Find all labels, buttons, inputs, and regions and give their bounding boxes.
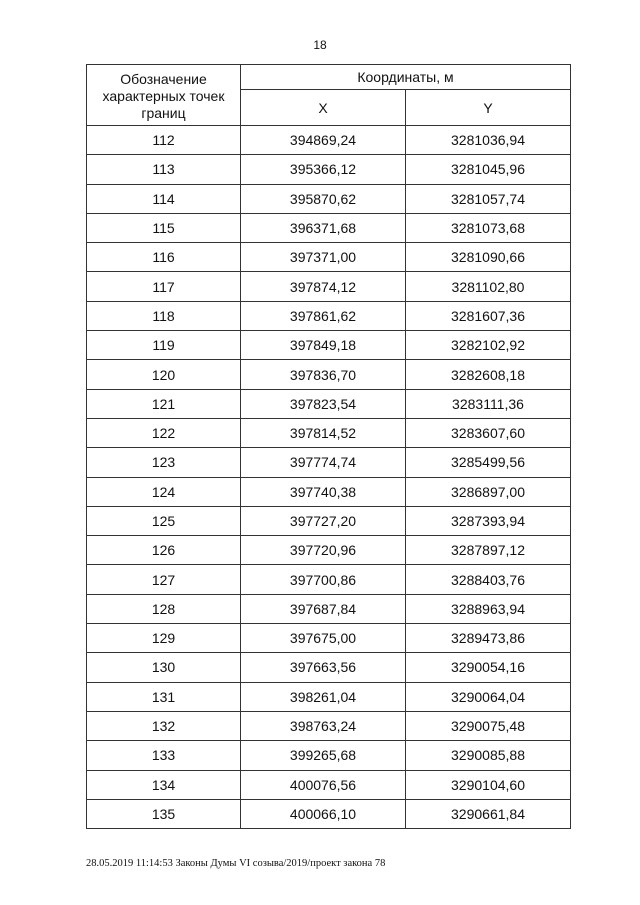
y-coordinate-cell: 3282102,92	[406, 331, 571, 360]
y-coordinate-cell: 3288963,94	[406, 594, 571, 623]
table-row	[87, 360, 571, 389]
x-coordinate-cell: 397861,62	[241, 301, 406, 330]
point-id-cell: 117	[87, 272, 241, 301]
point-id-cell: 119	[87, 331, 241, 360]
y-coordinate-cell: 3282608,18	[406, 360, 571, 389]
x-coordinate-cell: 397814,52	[241, 418, 406, 447]
x-coordinate-cell: 395870,62	[241, 184, 406, 213]
point-id-cell: 112	[87, 126, 241, 155]
point-id-cell: 127	[87, 565, 241, 594]
table-row	[87, 448, 571, 477]
y-coordinate-cell: 3281036,94	[406, 126, 571, 155]
x-coordinate-cell: 397740,38	[241, 477, 406, 506]
x-coordinate-cell: 397687,84	[241, 594, 406, 623]
table-row	[87, 653, 571, 682]
point-id-cell: 120	[87, 360, 241, 389]
x-coordinate-cell: 397774,74	[241, 448, 406, 477]
table-row	[87, 184, 571, 213]
y-coordinate-cell: 3290075,48	[406, 711, 571, 740]
table-row	[87, 565, 571, 594]
table-row	[87, 418, 571, 447]
y-coordinate-cell: 3290064,04	[406, 682, 571, 711]
table-row	[87, 682, 571, 711]
table-row	[87, 594, 571, 623]
y-coordinate-cell: 3281607,36	[406, 301, 571, 330]
table-row	[87, 799, 571, 828]
point-id-cell: 124	[87, 477, 241, 506]
x-coordinate-cell: 399265,68	[241, 741, 406, 770]
table-row	[87, 213, 571, 242]
table-row	[87, 301, 571, 330]
x-coordinate-cell: 400066,10	[241, 799, 406, 828]
table-row	[87, 741, 571, 770]
table-row	[87, 331, 571, 360]
x-coordinate-cell: 397849,18	[241, 331, 406, 360]
point-id-cell: 131	[87, 682, 241, 711]
x-coordinate-cell: 397727,20	[241, 506, 406, 535]
table-body	[87, 126, 571, 829]
y-coordinate-cell: 3281102,80	[406, 272, 571, 301]
x-coordinate-cell: 398261,04	[241, 682, 406, 711]
y-coordinate-cell: 3289473,86	[406, 624, 571, 653]
point-id-cell: 126	[87, 536, 241, 565]
y-coordinate-cell: 3281057,74	[406, 184, 571, 213]
page-number: 18	[313, 38, 327, 52]
point-id-cell: 132	[87, 711, 241, 740]
point-id-cell: 134	[87, 770, 241, 799]
point-id-cell: 122	[87, 418, 241, 447]
point-id-cell: 115	[87, 213, 241, 242]
point-id-cell: 116	[87, 243, 241, 272]
table-row	[87, 711, 571, 740]
y-coordinate-cell: 3283607,60	[406, 418, 571, 447]
document-footer: 28.05.2019 11:14:53 Законы Думы VI созыва/2019/проект закона 78	[86, 858, 386, 869]
table-row	[87, 536, 571, 565]
coordinates-table	[86, 64, 571, 829]
x-coordinate-cell: 395366,12	[241, 155, 406, 184]
x-coordinate-cell: 397836,70	[241, 360, 406, 389]
y-header: Y	[406, 90, 571, 126]
x-coordinate-cell: 398763,24	[241, 711, 406, 740]
coordinates-header: Координаты, м	[241, 65, 571, 90]
x-coordinate-cell: 397874,12	[241, 272, 406, 301]
table-row	[87, 126, 571, 155]
x-coordinate-cell: 396371,68	[241, 213, 406, 242]
point-id-cell: 125	[87, 506, 241, 535]
point-id-cell: 135	[87, 799, 241, 828]
point-id-cell: 123	[87, 448, 241, 477]
x-coordinate-cell: 394869,24	[241, 126, 406, 155]
x-coordinate-cell: 397675,00	[241, 624, 406, 653]
y-coordinate-cell: 3287393,94	[406, 506, 571, 535]
y-coordinate-cell: 3288403,76	[406, 565, 571, 594]
point-designation-header: Обозначение характерных точек границ	[87, 65, 241, 126]
table-row	[87, 243, 571, 272]
point-id-cell: 129	[87, 624, 241, 653]
point-id-cell: 118	[87, 301, 241, 330]
point-id-cell: 113	[87, 155, 241, 184]
x-coordinate-cell: 400076,56	[241, 770, 406, 799]
point-id-cell: 130	[87, 653, 241, 682]
table-row	[87, 506, 571, 535]
table-row	[87, 477, 571, 506]
x-coordinate-cell: 397823,54	[241, 389, 406, 418]
y-coordinate-cell: 3281045,96	[406, 155, 571, 184]
x-coordinate-cell: 397663,56	[241, 653, 406, 682]
table-row	[87, 389, 571, 418]
y-coordinate-cell: 3283111,36	[406, 389, 571, 418]
table-row	[87, 272, 571, 301]
y-coordinate-cell: 3287897,12	[406, 536, 571, 565]
table-row	[87, 624, 571, 653]
table-row	[87, 770, 571, 799]
x-coordinate-cell: 397700,86	[241, 565, 406, 594]
point-id-cell: 128	[87, 594, 241, 623]
y-coordinate-cell: 3281073,68	[406, 213, 571, 242]
point-id-cell: 133	[87, 741, 241, 770]
y-coordinate-cell: 3290661,84	[406, 799, 571, 828]
table-header	[87, 65, 571, 126]
x-coordinate-cell: 397371,00	[241, 243, 406, 272]
table-row	[87, 155, 571, 184]
y-coordinate-cell: 3290054,16	[406, 653, 571, 682]
point-id-cell: 121	[87, 389, 241, 418]
y-coordinate-cell: 3286897,00	[406, 477, 571, 506]
x-header: X	[241, 90, 406, 126]
y-coordinate-cell: 3285499,56	[406, 448, 571, 477]
point-id-cell: 114	[87, 184, 241, 213]
y-coordinate-cell: 3290085,88	[406, 741, 571, 770]
x-coordinate-cell: 397720,96	[241, 536, 406, 565]
y-coordinate-cell: 3281090,66	[406, 243, 571, 272]
y-coordinate-cell: 3290104,60	[406, 770, 571, 799]
